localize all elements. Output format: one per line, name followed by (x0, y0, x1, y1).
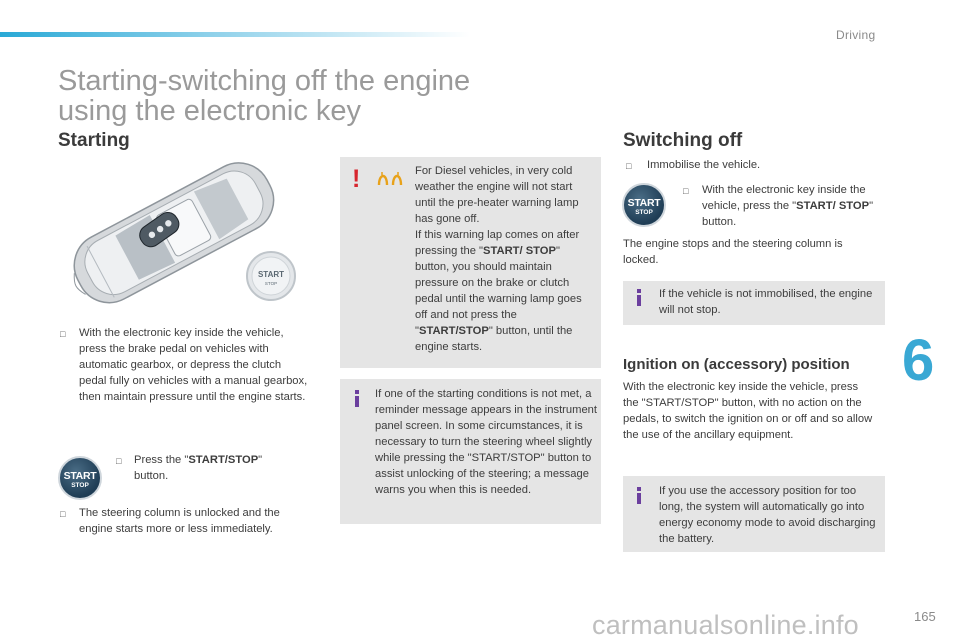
car-key-illustration (58, 158, 302, 304)
header-accent-bar (0, 32, 470, 37)
bullet-icon: □ (626, 161, 632, 171)
section-label: Driving (836, 28, 876, 42)
chapter-number: 6 (902, 328, 935, 393)
watermark: carmanualsonline.info (592, 610, 859, 640)
warning-text: For Diesel vehicles, in very cold weather the engine will not start until the pre-heater warning lamp has gone off. If this warning lap comes on after pressing the "START/ STOP" button, you should maintain pressure on the brake or clutch pedal until the warning lamp goes off and not press the "START/STOP" button, until the engine starts. (415, 165, 582, 353)
page-number: 165 (914, 609, 936, 624)
starting-bullet-1: With the electronic key inside the vehicle, press the brake pedal on vehicles with automatic gearbox, or depress the clutch pedal fully on vehicles with a manual gearbox, then maintain pressure until the engine starts. (79, 327, 308, 403)
switching-off-heading: Switching off (623, 130, 743, 151)
info-text-starting: If one of the starting conditions is not met, a reminder message appears in the instrument panel screen. In some circumstances, it is necessary to turn the steering wheel slightly while pressing the "START/STOP" button to assist unlocking of the steering; a message warns you when this is needed. (375, 388, 597, 496)
warning-exclamation-icon: ! (352, 165, 361, 193)
switching-off-bullet-2: With the electronic key inside the vehicle, press the "START/ STOP" button. (702, 184, 874, 228)
start-stop-button-icon: START STOP (58, 456, 102, 500)
switching-off-bullet-1: Immobilise the vehicle. (647, 159, 761, 171)
ignition-heading: Ignition on (accessory) position (623, 356, 850, 373)
page-title: Starting-switching off the engine using the electronic key (58, 65, 471, 127)
illustration-stop-label: STOP (264, 281, 278, 286)
starting-heading: Starting (58, 130, 130, 151)
starting-bullet-3: The steering column is unlocked and the engine starts more or less immediately. (79, 507, 280, 535)
switching-off-paragraph: The engine stops and the steering column is locked. (623, 238, 843, 266)
illustration-start-label: START (257, 270, 285, 279)
start-stop-button-icon: START STOP (622, 183, 666, 227)
info-text-switching-off: If the vehicle is not immobilised, the engine will not stop. (659, 288, 873, 316)
bullet-icon: □ (116, 456, 122, 466)
ignition-paragraph: With the electronic key inside the vehicle, press the "START/STOP" button, with no action on the pedals, to switch the ignition on or off and so allow the use of the ancillary equipment. (623, 381, 873, 441)
info-text-ignition: If you use the accessory position for too long, the system will automatically go into energy economy mode to avoid discharging the battery. (659, 485, 876, 545)
bullet-icon: □ (683, 186, 689, 196)
starting-bullet-2: Press the "START/STOP" button. (134, 454, 263, 482)
bullet-icon: □ (60, 329, 66, 339)
preheater-warning-lamp-icon (376, 171, 406, 189)
bullet-icon: □ (60, 509, 66, 519)
